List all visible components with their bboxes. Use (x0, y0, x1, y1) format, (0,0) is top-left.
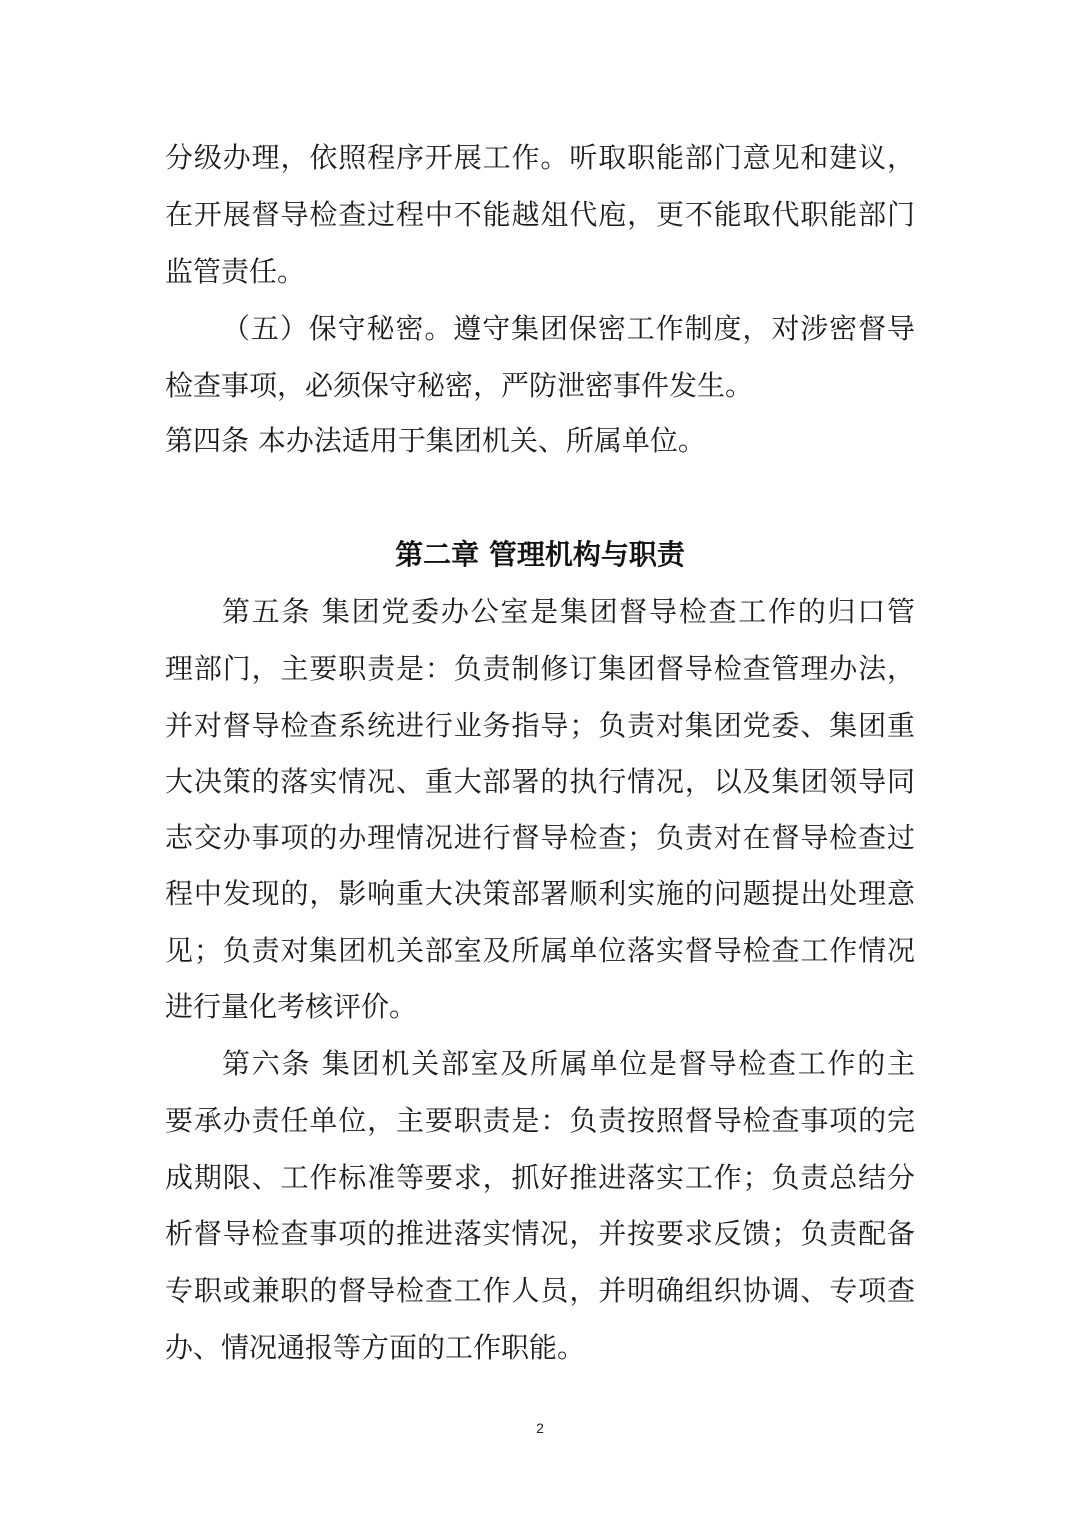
paragraph-line: （五）保守秘密。遵守集团保密工作制度，对涉密督导 (222, 312, 915, 345)
article-six-line: 办、情况通报等方面的工作职能。 (165, 1331, 586, 1364)
article-five-line: 大决策的落实情况、重大部署的执行情况，以及集团领导同 (165, 765, 915, 798)
article-five-line: 并对督导检查系统进行业务指导；负责对集团党委、集团重 (165, 709, 915, 742)
article-five-line: 志交办事项的办理情况进行督导检查；负责对在督导检查过 (165, 821, 915, 854)
page-number: 2 (536, 1420, 544, 1436)
paragraph-line: 分级办理，依照程序开展工作。听取职能部门意见和建议， (165, 141, 915, 174)
article-six-line: 要承办责任单位，主要职责是：负责按照督导检查事项的完 (165, 1104, 915, 1137)
article-five-line: 见；负责对集团机关部室及所属单位落实督导检查工作情况 (165, 934, 915, 967)
article-five-line: 第五条 集团党委办公室是集团督导检查工作的归口管 (222, 595, 915, 628)
article-six-line: 成期限、工作标准等要求，抓好推进落实工作；负责总结分 (165, 1161, 915, 1194)
article-five-line: 理部门，主要职责是：负责制修订集团督导检查管理办法， (165, 652, 915, 685)
article-six-line: 第六条 集团机关部室及所属单位是督导检查工作的主 (222, 1047, 915, 1080)
article-six-line: 析督导检查事项的推进落实情况，并按要求反馈；负责配备 (165, 1217, 915, 1250)
chapter-title: 第二章 管理机构与职责 (395, 538, 685, 571)
paragraph-line: 在开展督导检查过程中不能越俎代庖，更不能取代职能部门 (165, 198, 915, 231)
paragraph-line: 监管责任。 (165, 255, 306, 288)
paragraph-line: 检查事项，必须保守秘密，严防泄密事件发生。 (165, 369, 754, 402)
article-five-line: 程中发现的，影响重大决策部署顺利实施的问题提出处理意 (165, 877, 915, 910)
article-five-line: 进行量化考核评价。 (165, 990, 418, 1023)
article-six-line: 专职或兼职的督导检查工作人员，并明确组织协调、专项查 (165, 1274, 915, 1307)
article-four-line: 第四条 本办法适用于集团机关、所属单位。 (165, 424, 706, 457)
